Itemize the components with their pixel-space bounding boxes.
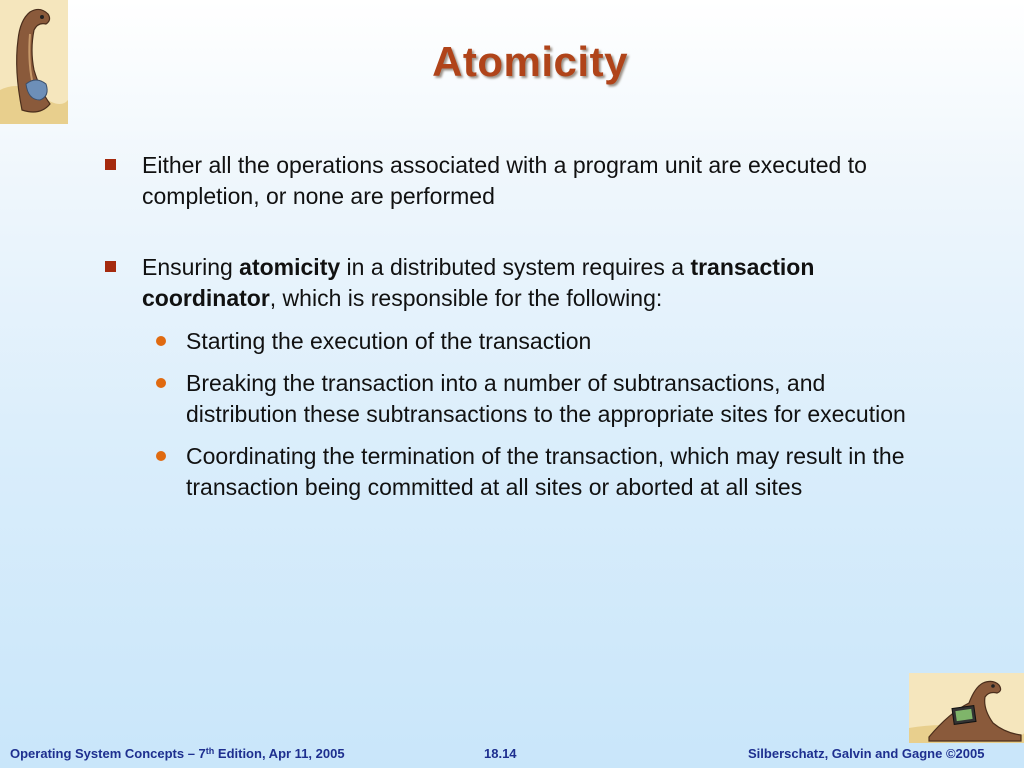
footer-page-number: 18.14 (484, 746, 517, 761)
sub-bullet-list (142, 326, 914, 503)
sub-bullet-item (104, 326, 914, 357)
square-bullet-icon (105, 261, 116, 272)
term-transaction-coordinator: transaction coordinator (142, 254, 815, 311)
footer-copyright: Silberschatz, Galvin and Gagne ©2005 (748, 746, 985, 761)
sub-bullet-text: Breaking the transaction into a number of subtransactions, and distribution these subtransactions to the appropriate sites for execution (186, 370, 906, 427)
bullet-item (104, 252, 914, 503)
dinosaur-laptop-icon (909, 673, 1024, 743)
bullet-text-mid: in a distributed system requires a (340, 254, 691, 280)
bullet-text-pre: Ensuring (142, 254, 240, 280)
round-bullet-icon (156, 378, 166, 388)
square-bullet-icon (105, 159, 116, 170)
term-atomicity: atomicity (239, 254, 341, 280)
round-bullet-icon (156, 336, 166, 346)
bullet-text: Either all the operations associated with a program unit are executed to completion, or none are performed (142, 152, 867, 209)
sub-bullet-text: Starting the execution of the transaction (186, 328, 592, 354)
sub-bullet-text: Coordinating the termination of the transaction, which may result in the transaction being committed at all sites or aborted at all sites (186, 443, 905, 500)
slide-title: Atomicity (432, 38, 628, 85)
bullet-text-post: , which is responsible for the following: (269, 285, 663, 311)
round-bullet-icon (156, 451, 166, 461)
slide-content (104, 150, 914, 514)
bullet-item (104, 150, 914, 212)
sub-bullet-item (104, 441, 914, 503)
footer-course-title: Operating System Concepts – 7th Edition, Apr 11, 2005 (10, 746, 345, 761)
sub-bullet-item (104, 368, 914, 430)
